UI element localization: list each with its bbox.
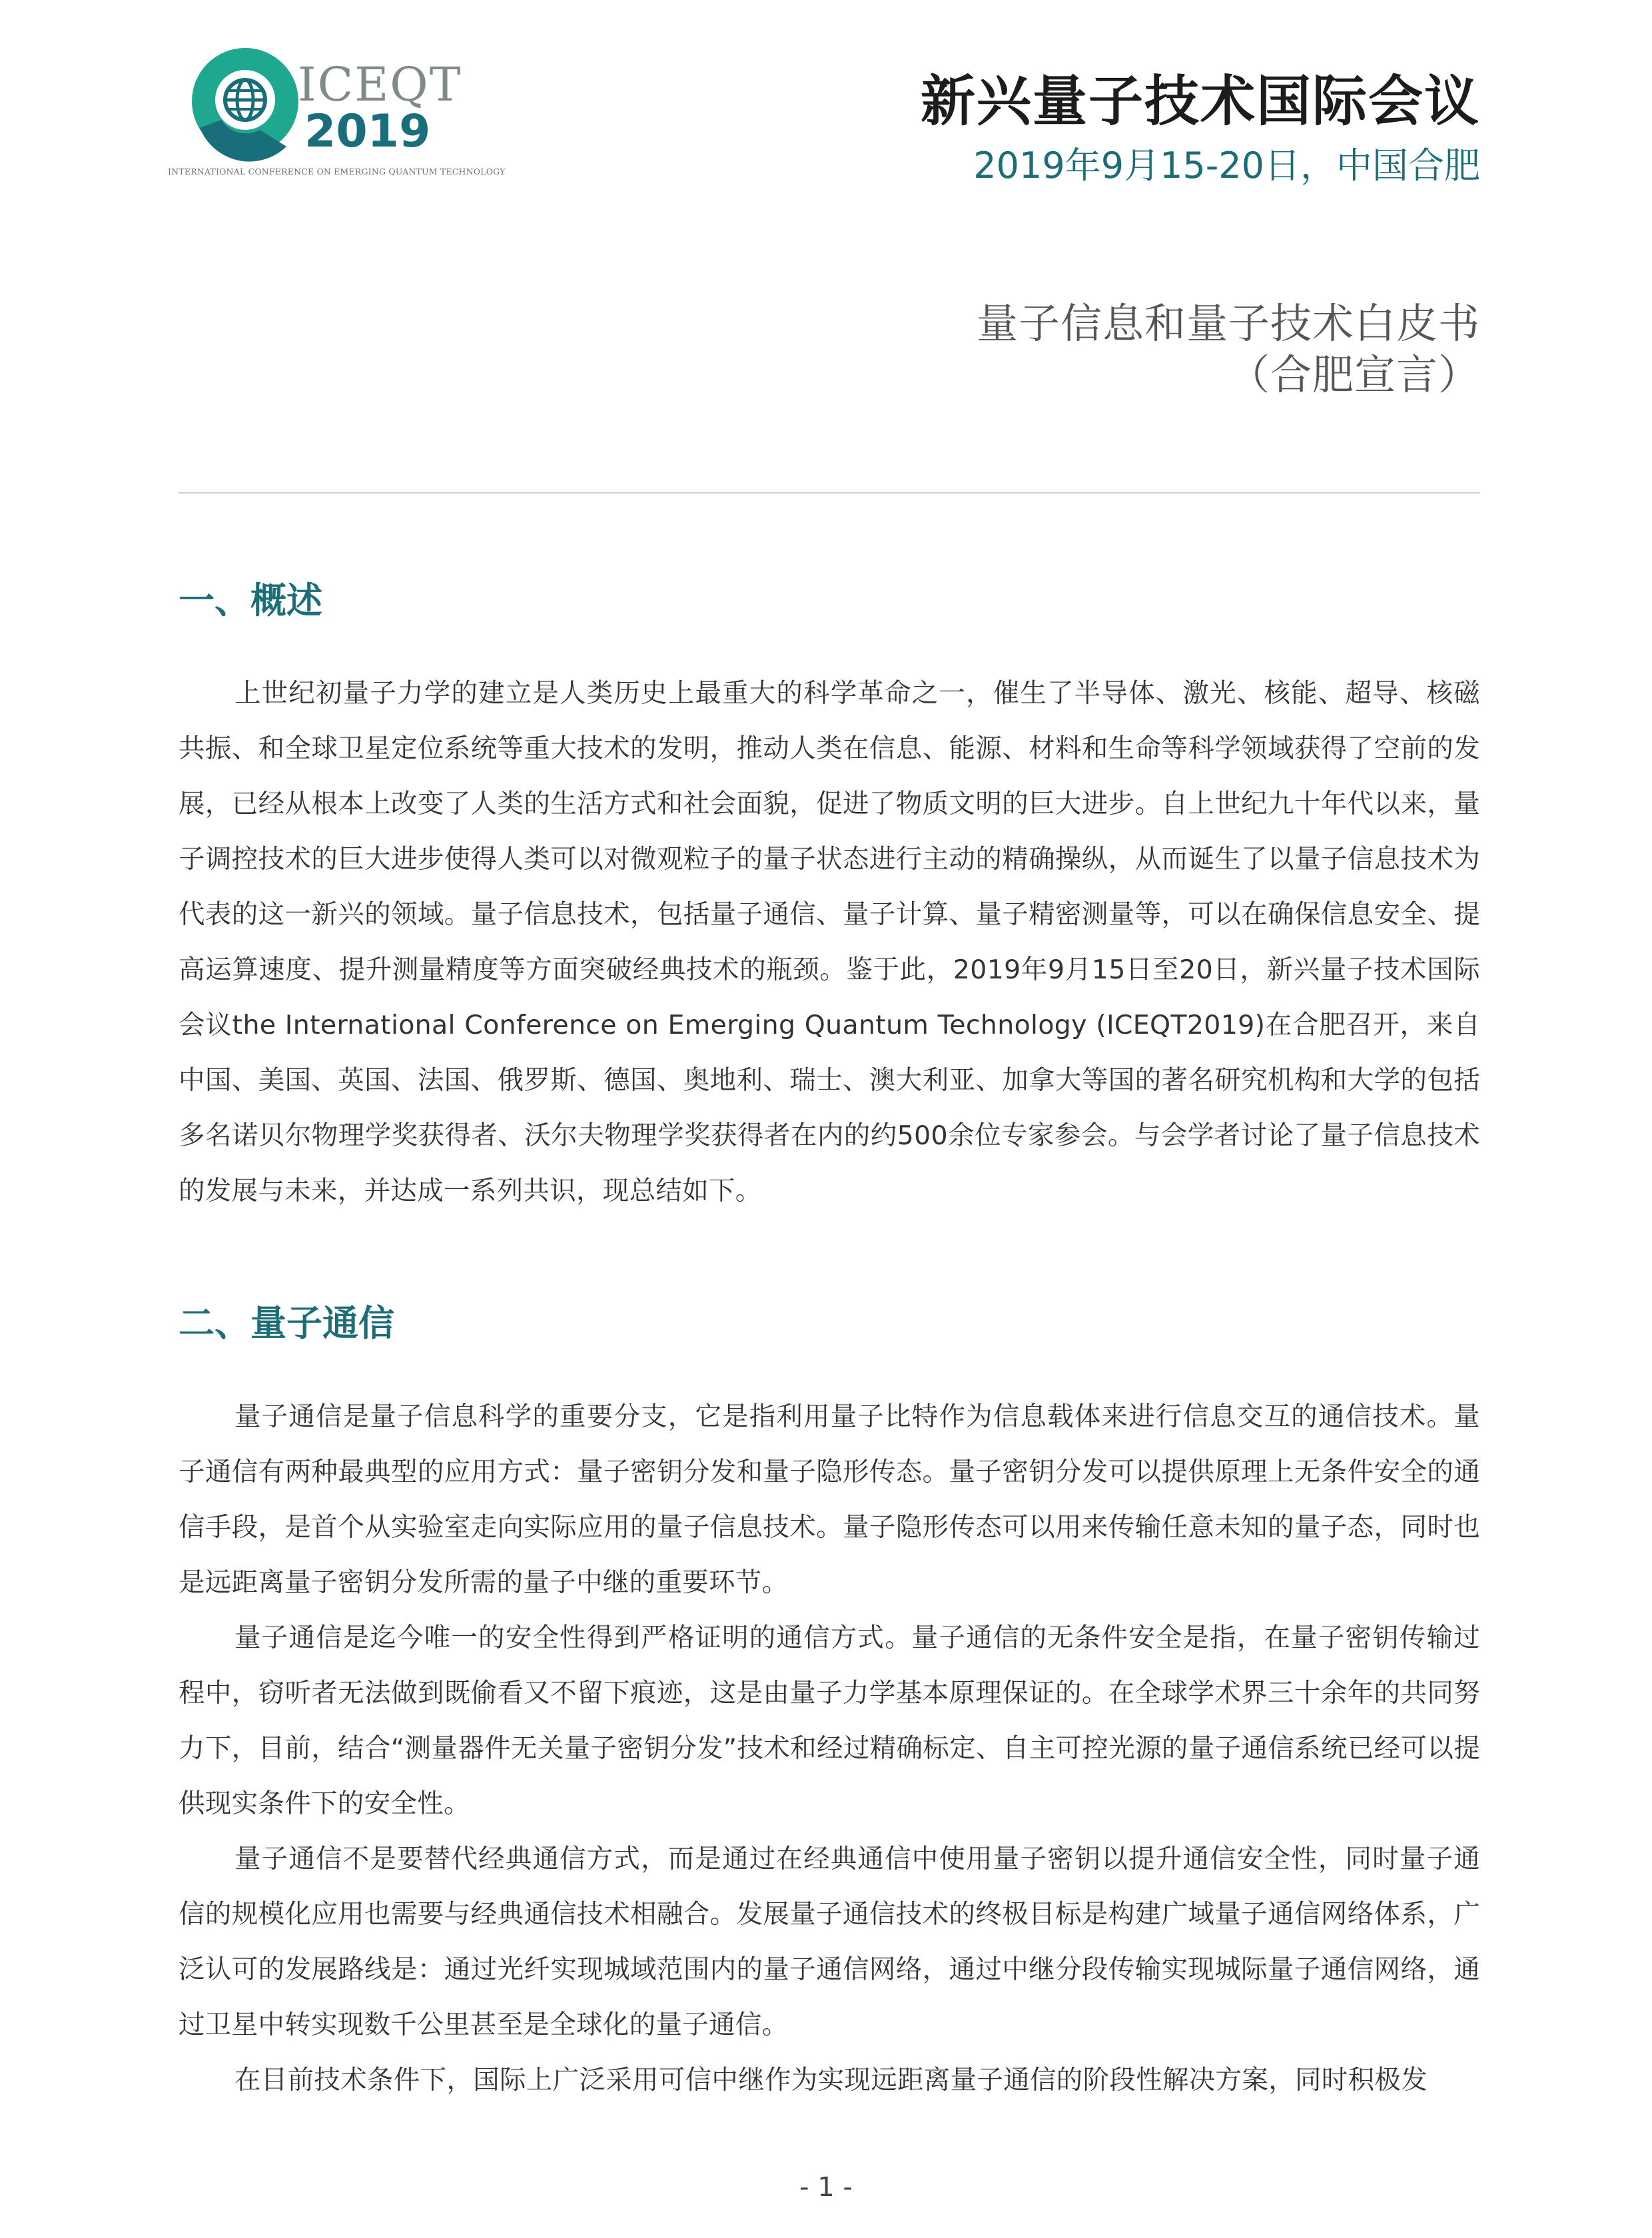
paragraph: 上世纪初量子力学的建立是人类历史上最重大的科学革命之一，催生了半导体、激光、核能、超导、核磁共振、和全球卫星定位系统等重大技术的发明，推动人类在信息、能源、材料和生命等科学领域获得了空前的发展，已经从根本上改变了人类的生活方式和社会面貌，促进了物质文明的巨大进步。自上世纪九十年代以来，量子调控技术的巨大进步使得人类可以对微观粒子的量子状态进行主动的精确操纵，从而诞生了以量子信息技术为代表的这一新兴的领域。量子信息技术，包括量子通信、量子计算、量子精密测量等，可以在确保信息安全、提高运算速度、提升测量精度等方面突破经典技术的瓶颈。鉴于此，2019年9月15日至20日，新兴量子技术国际会议the International Conference on Emerging Quantum Technology (ICEQT2019)在合肥召开，来自中国、美国、英国、法国、俄罗斯、德国、奥地利、瑞士、澳大利亚、加拿大等国的著名研究机构和大学的包括多名诺贝尔物理学奖获得者、沃尔夫物理学奖获得者在内的约500余位专家参会。与会学者讨论了量子信息技术的发展与未来，并达成一系列共识，现总结如下。 bbox=[179, 678, 1480, 1206]
page-number: - 1 - bbox=[799, 2172, 853, 2203]
logo-year: 2019 bbox=[304, 105, 431, 158]
conference-date: 2019年9月15-20日，中国合肥 bbox=[973, 145, 1480, 186]
paragraph: 量子通信是迄今唯一的安全性得到严格证明的通信方式。量子通信的无条件安全是指，在量子密钥传输过程中，窃听者无法做到既偷看又不留下痕迹，这是由量子力学基本原理保证的。在全球学术界三十余年的共同努力下，目前，结合“测量器件无关量子密钥分发”技术和经过精确标定、自主可控光源的量子通信系统已经可以提供现实条件下的安全性。 bbox=[179, 1623, 1480, 1819]
section-heading-quantum-communication: 二、量子通信 bbox=[179, 1302, 394, 1344]
section-quantum-communication bbox=[179, 1389, 1480, 2108]
section-overview bbox=[179, 666, 1480, 1219]
iceqt-logo-icon bbox=[187, 47, 313, 167]
header-divider bbox=[179, 492, 1480, 494]
logo-subtitle: INTERNATIONAL CONFERENCE ON EMERGING QUANTUM TECHNOLOGY bbox=[168, 167, 506, 177]
paragraph: 量子通信不是要替代经典通信方式，而是通过在经典通信中使用量子密钥以提升通信安全性，同时量子通信的规模化应用也需要与经典通信技术相融合。发展量子通信技术的终极目标是构建广域量子通信网络体系，广泛认可的发展路线是：通过光纤实现城域范围内的量子通信网络，通过中继分段传输实现城际量子通信网络，通过卫星中转实现数千公里甚至是全球化的量子通信。 bbox=[179, 1844, 1480, 2040]
logo-name: ICEQT bbox=[298, 57, 462, 112]
paragraph: 在目前技术条件下，国际上广泛采用可信中继作为实现远距离量子通信的阶段性解决方案，同时积极发 bbox=[234, 2065, 1428, 2095]
paragraph: 量子通信是量子信息科学的重要分支，它是指利用量子比特作为信息载体来进行信息交互的通信技术。量子通信有两种最典型的应用方式：量子密钥分发和量子隐形传态。量子密钥分发可以提供原理上无条件安全的通信手段，是首个从实验室走向实际应用的量子信息技术。量子隐形传态可以用来传输任意未知的量子态，同时也是远距离量子密钥分发所需的量子中继的重要环节。 bbox=[179, 1401, 1480, 1598]
document-subtitle: （合肥宣言） bbox=[1228, 350, 1480, 399]
conference-logo bbox=[168, 41, 506, 181]
document-title: 量子信息和量子技术白皮书 bbox=[976, 299, 1480, 348]
conference-title: 新兴量子技术国际会议 bbox=[920, 70, 1480, 133]
section-heading-overview: 一、概述 bbox=[179, 579, 322, 621]
